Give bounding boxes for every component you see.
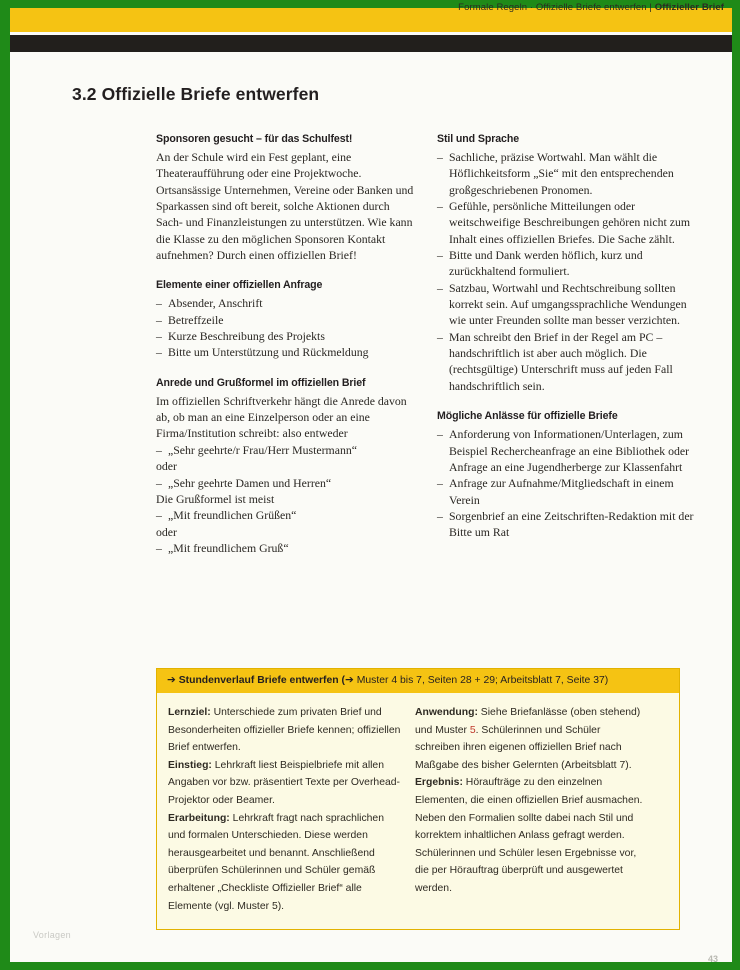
lesson-entry-label: Ergebnis: [415, 777, 463, 789]
heading-elemente: Elemente einer offiziellen Anfrage [156, 279, 323, 292]
list-item: – Satzbau, Wortwahl und Rechtschreibung sollten korrekt sein. Auf umgangssprachliche Wendungen wie unter Freunden sollte man besser verzichten. [437, 280, 700, 329]
lesson-entry-text: Lehrkraft liest Beispielbriefe mit allen Angaben vor bzw. präsentiert Texte per Overhead-Projektor oder Beamer. [168, 759, 400, 806]
lesson-plan-left-column [168, 704, 401, 915]
watermark-vorlagen: Vorlagen [33, 930, 71, 940]
heading-anlaesse: Mögliche Anlässe für offizielle Briefe [437, 410, 618, 423]
running-head-section: Formale Regeln · Offizielle Briefe entwerfen | [458, 2, 655, 13]
lesson-entry-text: Unterschiede zum privaten Brief und Besonderheiten offizieller Briefe kennen; offiziellen Brief entwerfen. [168, 707, 401, 754]
list-item: Die Grußformel ist meist [156, 491, 275, 506]
list-item: – Bitte um Unterstützung und Rückmeldung [156, 344, 419, 360]
list-item: – Sorgenbrief an eine Zeitschriften-Redaktion mit der Bitte um Rat [437, 508, 700, 541]
list-item: – „Sehr geehrte/r Frau/Herr Mustermann“ [156, 442, 419, 458]
lesson-entry-text: Siehe Briefanlässe (oben stehend) und Muster [415, 707, 641, 736]
list-item: – Anforderung von Informationen/Unterlagen, zum Beispiel Rechercheanfrage an eine Bibliothek oder Anfrage an eine Jugendherberge zur Klassenfahrt [437, 426, 700, 475]
lesson-plan-title: Stundenverlauf Briefe entwerfen ( [178, 675, 345, 686]
list-item: – Absender, Anschrift [156, 295, 419, 311]
lesson-entry-label: Einstieg: [168, 759, 212, 771]
lesson-entry [168, 757, 401, 810]
list-item: – Sachliche, präzise Wortwahl. Man wählt die Höflichkeitsform „Sie“ mit den entsprechenden großgeschriebenen Pronomen. [437, 149, 700, 198]
running-head [458, 2, 724, 13]
paragraph-anrede: Im offiziellen Schriftverkehr hängt die Anrede davon ab, ob man an eine Einzelperson oder an eine Firma/Institution schreibt: also entweder [156, 393, 407, 441]
arrow-icon: ➔ [167, 674, 176, 686]
list-item: – Gefühle, persönliche Mitteilungen oder weitschweifige Beschreibungen gehören nicht zum Inhalt eines offiziellen Briefes. Die Sache zählt. [437, 198, 700, 247]
list-item: – Man schreibt den Brief in der Regel am PC – handschriftlich ist aber auch möglich. Die (rechtsgültige) Unterschrift muss auf jeden Fall handschriftlich sein. [437, 329, 700, 394]
list-item: – „Mit freundlichem Gruß“ [156, 540, 419, 556]
list-item: – Anfrage zur Aufnahme/Mitgliedschaft in einem Verein [437, 475, 700, 508]
lesson-entry-text-after: . Schülerinnen und Schüler schreiben ihren eigenen offiziellen Brief nach Maßgabe des bisher Gelernten (Arbeitsblatt 7). [415, 724, 632, 771]
right-column [437, 132, 700, 556]
lesson-entry-label: Anwendung: [415, 707, 478, 718]
running-head-band [10, 2, 732, 32]
list-item: – Betreffzeile [156, 312, 419, 328]
lesson-entry-text: Höraufträge zu den einzelnen Elementen, die einen offiziellen Brief ausmachen. Neben den Formalien sollte dabei nach Stil und korrektem inhaltlichen Anlass gefragt werden. Schülerinnen und Schüler lesen Ergebnisse vor, die per Hörauftrag überprüft und ausgewertet werden. [415, 777, 643, 894]
list-item: oder [156, 524, 177, 539]
list-anlaesse [437, 426, 700, 540]
muster-reference: 5 [469, 724, 476, 736]
heading-stil: Stil und Sprache [437, 133, 519, 145]
lesson-entry [415, 704, 648, 774]
list-item: – „Mit freundlichen Grüßen“ [156, 507, 419, 523]
paper-surface [10, 2, 732, 964]
lesson-entry [168, 810, 401, 916]
arrow-icon-secondary: ➔ [344, 674, 354, 686]
running-head-emphasis: Offizieller Brief [654, 2, 724, 13]
list-item: – Kurze Beschreibung des Projekts [156, 328, 419, 344]
list-item: – Bitte und Dank werden höflich, kurz und zurückhaltend formuliert. [437, 247, 700, 280]
list-stil [437, 149, 700, 394]
page-title: 3.2 Offizielle Briefe entwerfen [72, 84, 320, 104]
left-column [156, 132, 419, 556]
lesson-plan-right-column [415, 704, 648, 915]
lesson-plan-box [156, 668, 680, 930]
heading-anrede: Anrede und Grußformel im offiziellen Brief [156, 376, 366, 389]
list-item: – „Sehr geehrte Damen und Herren“ [156, 475, 419, 491]
lesson-entry-label: Lernziel: [168, 707, 211, 718]
heading-sponsoren: Sponsoren gesucht – für das Schulfest! [156, 133, 353, 145]
lesson-plan-header [157, 669, 679, 693]
lesson-entry-label: Erarbeitung: [168, 812, 230, 824]
page-number: 43 [707, 954, 718, 964]
lesson-entry [168, 704, 401, 757]
lesson-plan-reference: Muster 4 bis 7, Seiten 28 + 29; Arbeitsblatt 7, Seite 37) [356, 675, 609, 686]
lesson-entry-text: Lehrkraft fragt nach sprachlichen und formalen Unterschieden. Diese werden herausgearbeitet und benannt. Anschließend überprüfen Schülerinnen und Schüler gemäß erhaltener „Checkliste Offizieller Brief“ alle Elemente (vgl. Muster 5). [168, 812, 384, 912]
list-anrede [156, 442, 419, 556]
list-elemente [156, 295, 419, 360]
body-columns [156, 132, 701, 556]
paragraph-sponsoren: An der Schule wird ein Fest geplant, eine Theateraufführung oder eine Projektwoche. Ortsansässige Unternehmen, Vereine oder Banken und Sparkassen sind oft bereit, solche Aktionen durch Sach- und Finanzleistungen zu unterstützen. Wie kann die Klasse zu den möglichen Sponsoren Kontakt aufnehmen? Durch einen offiziellen Brief! [156, 150, 414, 263]
lesson-plan-body [157, 693, 679, 929]
list-item: oder [156, 459, 177, 474]
header-black-bar [10, 35, 732, 52]
lesson-entry [415, 774, 648, 897]
